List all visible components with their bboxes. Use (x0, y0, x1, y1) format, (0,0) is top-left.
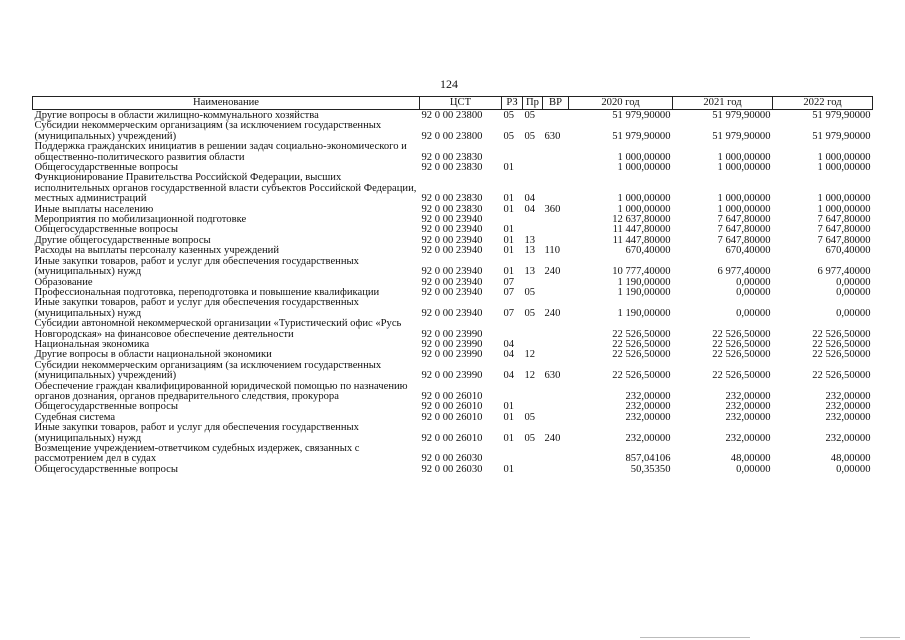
budget-table (32, 96, 873, 475)
row-value-2022: 0,00000 (836, 286, 871, 298)
row-rz: 01 (503, 401, 515, 413)
table-row (33, 319, 873, 340)
row-value-2022: 232,00000 (825, 411, 871, 423)
row-value-2020: 1 000,00000 (617, 203, 671, 215)
row-value-2020: 51 979,90000 (612, 130, 671, 142)
table-body (33, 110, 873, 476)
header-pr: Пр (523, 97, 543, 110)
row-vr: 240 (544, 307, 561, 319)
row-rz: 04 (503, 338, 515, 350)
row-vr (543, 319, 569, 340)
row-cst: 92 0 00 23940 (421, 234, 483, 246)
row-rz: 01 (503, 432, 515, 444)
row-vr (543, 173, 569, 204)
header-cst: ЦСТ (420, 97, 502, 110)
row-value-2021: 0,00000 (736, 286, 771, 298)
row-cst: 92 0 00 23990 (421, 370, 483, 382)
row-value-2021: 48,00000 (730, 453, 771, 465)
row-vr (543, 382, 569, 403)
row-value-2021: 232,00000 (725, 401, 771, 413)
row-rz: 01 (503, 203, 515, 215)
row-vr (543, 444, 569, 465)
row-pr (523, 382, 543, 403)
row-value-2021: 22 526,50000 (712, 338, 771, 350)
table-row (33, 121, 873, 142)
row-value-2022: 1 000,00000 (817, 203, 871, 215)
row-rz: 04 (503, 349, 515, 361)
row-cst: 92 0 00 23800 (421, 130, 483, 142)
row-cst: 92 0 00 26030 (421, 453, 483, 465)
header-vr: ВР (543, 97, 569, 110)
row-vr (543, 225, 569, 235)
row-pr (523, 215, 543, 225)
row-name: Иные выплаты населению (34, 203, 154, 215)
row-pr: 05 (524, 411, 536, 423)
table-row (33, 173, 873, 204)
row-value-2020: 10 777,40000 (612, 266, 671, 278)
row-value-2022: 7 647,80000 (817, 224, 871, 236)
row-value-2021: 22 526,50000 (712, 328, 771, 340)
row-value-2020: 670,40000 (625, 245, 671, 257)
row-cst: 92 0 00 23940 (421, 266, 483, 278)
row-vr (543, 413, 569, 423)
row-name: Обеспечение граждан квалифицированной юридической помощью по назначению органов дознания, органов предварительного следствия, прокурора (34, 380, 408, 402)
row-value-2022: 0,00000 (836, 463, 871, 475)
row-value-2022: 232,00000 (825, 401, 871, 413)
row-value-2020: 1 190,00000 (617, 286, 671, 298)
row-rz: 01 (503, 245, 515, 257)
row-value-2022: 1 000,00000 (817, 162, 871, 174)
row-value-2021: 1 000,00000 (717, 162, 771, 174)
row-name: Общегосударственные вопросы (34, 401, 178, 413)
row-rz (502, 319, 523, 340)
row-value-2022: 0,00000 (836, 276, 871, 288)
row-vr: 240 (544, 266, 561, 278)
row-value-2020: 1 190,00000 (617, 307, 671, 319)
row-value-2020: 1 000,00000 (617, 151, 671, 163)
row-rz (502, 142, 523, 163)
row-pr: 05 (524, 110, 536, 121)
row-value-2022: 6 977,40000 (817, 266, 871, 278)
row-rz: 04 (503, 370, 515, 382)
row-cst: 92 0 00 23800 (421, 110, 483, 121)
row-value-2021: 1 000,00000 (717, 203, 771, 215)
row-value-2020: 1 000,00000 (617, 193, 671, 205)
row-value-2021: 0,00000 (736, 307, 771, 319)
row-vr (543, 163, 569, 173)
row-cst: 92 0 00 23990 (421, 328, 483, 340)
row-value-2020: 22 526,50000 (612, 349, 671, 361)
row-value-2022: 1 000,00000 (817, 151, 871, 163)
row-value-2021: 232,00000 (725, 432, 771, 444)
row-value-2021: 7 647,80000 (717, 224, 771, 236)
row-rz: 07 (503, 286, 515, 298)
row-cst: 92 0 00 23990 (421, 338, 483, 350)
row-name: Общегосударственные вопросы (34, 162, 178, 174)
row-name: Возмещение учреждением-ответчиком судебных издержек, связанных с рассмотрением дел в судах (34, 443, 360, 465)
row-value-2020: 232,00000 (625, 432, 671, 444)
row-pr (523, 163, 543, 173)
row-name: Образование (34, 276, 93, 288)
page-number: 124 (440, 77, 458, 91)
row-value-2021: 232,00000 (725, 390, 771, 402)
row-pr: 13 (524, 234, 536, 246)
row-value-2021: 7 647,80000 (717, 214, 771, 226)
header-2020: 2020 год (569, 97, 673, 110)
row-pr: 05 (524, 286, 536, 298)
row-cst: 92 0 00 23830 (421, 151, 483, 163)
row-value-2022: 22 526,50000 (812, 328, 871, 340)
row-value-2020: 50,35350 (630, 463, 671, 475)
row-name: Поддержка гражданских инициатив в решении задач социально-экономического и общественно-политического развития области (34, 141, 407, 163)
scan-artifact-line (860, 637, 900, 638)
table-header-row (33, 97, 873, 110)
row-value-2020: 51 979,90000 (612, 110, 671, 121)
header-rz: РЗ (502, 97, 523, 110)
row-rz: 01 (503, 266, 515, 278)
row-value-2022: 7 647,80000 (817, 214, 871, 226)
row-value-2021: 0,00000 (736, 463, 771, 475)
row-vr: 360 (544, 203, 561, 215)
row-rz: 01 (503, 234, 515, 246)
row-cst: 92 0 00 23940 (421, 224, 483, 236)
row-name: Другие вопросы в области национальной экономики (34, 349, 272, 361)
table-row (33, 142, 873, 163)
row-value-2020: 22 526,50000 (612, 338, 671, 350)
row-name: Общегосударственные вопросы (34, 463, 178, 475)
row-pr: 04 (524, 203, 536, 215)
row-name: Субсидии автономной некоммерческой организации «Туристический офис «Русь Новгородская» на финансовое обеспечение деятельности (34, 318, 402, 340)
table-row (33, 257, 873, 278)
row-value-2022: 1 000,00000 (817, 193, 871, 205)
row-rz (502, 382, 523, 403)
row-value-2022: 22 526,50000 (812, 338, 871, 350)
header-name: Наименование (33, 97, 420, 110)
table-row (33, 465, 873, 475)
row-cst: 92 0 00 23990 (421, 349, 483, 361)
row-vr: 240 (544, 432, 561, 444)
row-vr (543, 142, 569, 163)
row-vr (543, 350, 569, 360)
table-row (33, 298, 873, 319)
row-value-2022: 232,00000 (825, 432, 871, 444)
row-vr (543, 110, 569, 122)
row-value-2021: 22 526,50000 (712, 370, 771, 382)
row-value-2022: 51 979,90000 (812, 110, 871, 121)
row-value-2021: 7 647,80000 (717, 234, 771, 246)
row-rz: 01 (503, 162, 515, 174)
row-value-2021: 232,00000 (725, 411, 771, 423)
row-value-2022: 232,00000 (825, 390, 871, 402)
row-rz: 01 (503, 463, 515, 475)
row-pr (523, 465, 543, 475)
row-pr: 12 (524, 349, 536, 361)
row-value-2020: 11 447,80000 (612, 234, 671, 246)
row-name: Другие вопросы в области жилищно-коммунального хозяйства (34, 110, 319, 121)
row-name: Иные закупки товаров, работ и услуг для обеспечения государственных (муниципальных) нужд (34, 422, 359, 444)
row-value-2020: 232,00000 (625, 390, 671, 402)
row-value-2020: 1 000,00000 (617, 162, 671, 174)
row-vr: 630 (544, 370, 561, 382)
row-cst: 92 0 00 23830 (421, 203, 483, 215)
row-cst: 92 0 00 26030 (421, 463, 483, 475)
row-value-2020: 12 637,80000 (612, 214, 671, 226)
row-value-2022: 7 647,80000 (817, 234, 871, 246)
row-value-2021: 22 526,50000 (712, 349, 771, 361)
row-pr (523, 142, 543, 163)
row-cst: 92 0 00 23940 (421, 276, 483, 288)
row-value-2021: 1 000,00000 (717, 193, 771, 205)
row-value-2020: 22 526,50000 (612, 370, 671, 382)
row-name: Расходы на выплаты персоналу казенных учреждений (34, 245, 279, 257)
row-name: Мероприятия по мобилизационной подготовке (34, 214, 247, 226)
row-pr: 13 (524, 266, 536, 278)
row-rz (502, 444, 523, 465)
row-value-2020: 22 526,50000 (612, 328, 671, 340)
row-cst: 92 0 00 26010 (421, 390, 483, 402)
row-rz: 07 (503, 307, 515, 319)
row-cst: 92 0 00 23940 (421, 245, 483, 257)
row-cst: 92 0 00 23830 (421, 193, 483, 205)
row-rz: 07 (503, 276, 515, 288)
row-rz: 05 (503, 130, 515, 142)
row-pr: 05 (524, 432, 536, 444)
row-rz: 01 (503, 193, 515, 205)
row-name: Функционирование Правительства Российской Федерации, высших исполнительных органов государственной власти субъектов Российской Федерации, местных администраций (34, 172, 417, 205)
row-value-2022: 22 526,50000 (812, 370, 871, 382)
row-value-2021: 670,40000 (725, 245, 771, 257)
row-vr (543, 215, 569, 225)
row-vr: 630 (544, 130, 561, 142)
row-cst: 92 0 00 26010 (421, 411, 483, 423)
table-row (33, 444, 873, 465)
row-value-2022: 670,40000 (825, 245, 871, 257)
row-value-2022: 51 979,90000 (812, 130, 871, 142)
row-value-2022: 0,00000 (836, 307, 871, 319)
row-cst: 92 0 00 23940 (421, 214, 483, 226)
row-name: Общегосударственные вопросы (34, 224, 178, 236)
row-value-2020: 857,04106 (625, 453, 671, 465)
row-value-2021: 1 000,00000 (717, 151, 771, 163)
row-vr (543, 278, 569, 288)
table-row (33, 382, 873, 403)
row-rz: 01 (503, 224, 515, 236)
row-pr: 05 (524, 130, 536, 142)
row-name: Иные закупки товаров, работ и услуг для обеспечения государственных (муниципальных) нужд (34, 255, 359, 278)
row-cst: 92 0 00 26010 (421, 432, 483, 444)
table-row (33, 423, 873, 444)
row-rz: 01 (503, 411, 515, 423)
row-value-2020: 11 447,80000 (612, 224, 671, 236)
row-vr (543, 340, 569, 350)
row-name: Судебная система (34, 411, 116, 423)
row-pr (523, 319, 543, 340)
header-2021: 2021 год (673, 97, 773, 110)
row-value-2020: 232,00000 (625, 401, 671, 413)
row-pr (523, 444, 543, 465)
row-name: Национальная экономика (34, 338, 150, 350)
row-value-2022: 22 526,50000 (812, 349, 871, 361)
row-vr: 110 (544, 245, 560, 257)
row-vr (543, 402, 569, 412)
row-value-2021: 0,00000 (736, 276, 771, 288)
row-vr (543, 465, 569, 475)
row-value-2022: 48,00000 (830, 453, 871, 465)
row-value-2020: 232,00000 (625, 411, 671, 423)
table-row (33, 361, 873, 382)
row-value-2021: 51 979,90000 (712, 130, 771, 142)
scan-artifact-line (640, 637, 750, 638)
row-pr: 13 (524, 245, 536, 257)
row-rz: 05 (503, 110, 515, 121)
row-name: Субсидии некоммерческим организациям (за исключением государственных (муниципальных) учреждений) (34, 120, 382, 142)
row-vr (543, 288, 569, 298)
header-2022: 2022 год (773, 97, 873, 110)
row-name: Субсидии некоммерческим организациям (за исключением государственных (муниципальных) учреждений) (34, 359, 382, 382)
row-name: Иные закупки товаров, работ и услуг для обеспечения государственных (муниципальных) нужд (34, 297, 359, 319)
row-cst: 92 0 00 23940 (421, 307, 483, 319)
row-pr: 05 (524, 307, 536, 319)
row-value-2021: 6 977,40000 (717, 266, 771, 278)
row-cst: 92 0 00 26010 (421, 401, 483, 413)
row-name: Другие общегосударственные вопросы (34, 234, 211, 246)
row-cst: 92 0 00 23940 (421, 286, 483, 298)
row-value-2021: 51 979,90000 (712, 110, 771, 121)
row-pr: 12 (524, 370, 536, 382)
row-pr: 04 (524, 193, 536, 205)
row-name: Профессиональная подготовка, переподготовка и повышение квалификации (34, 286, 380, 298)
row-cst: 92 0 00 23830 (421, 162, 483, 174)
row-value-2020: 1 190,00000 (617, 276, 671, 288)
